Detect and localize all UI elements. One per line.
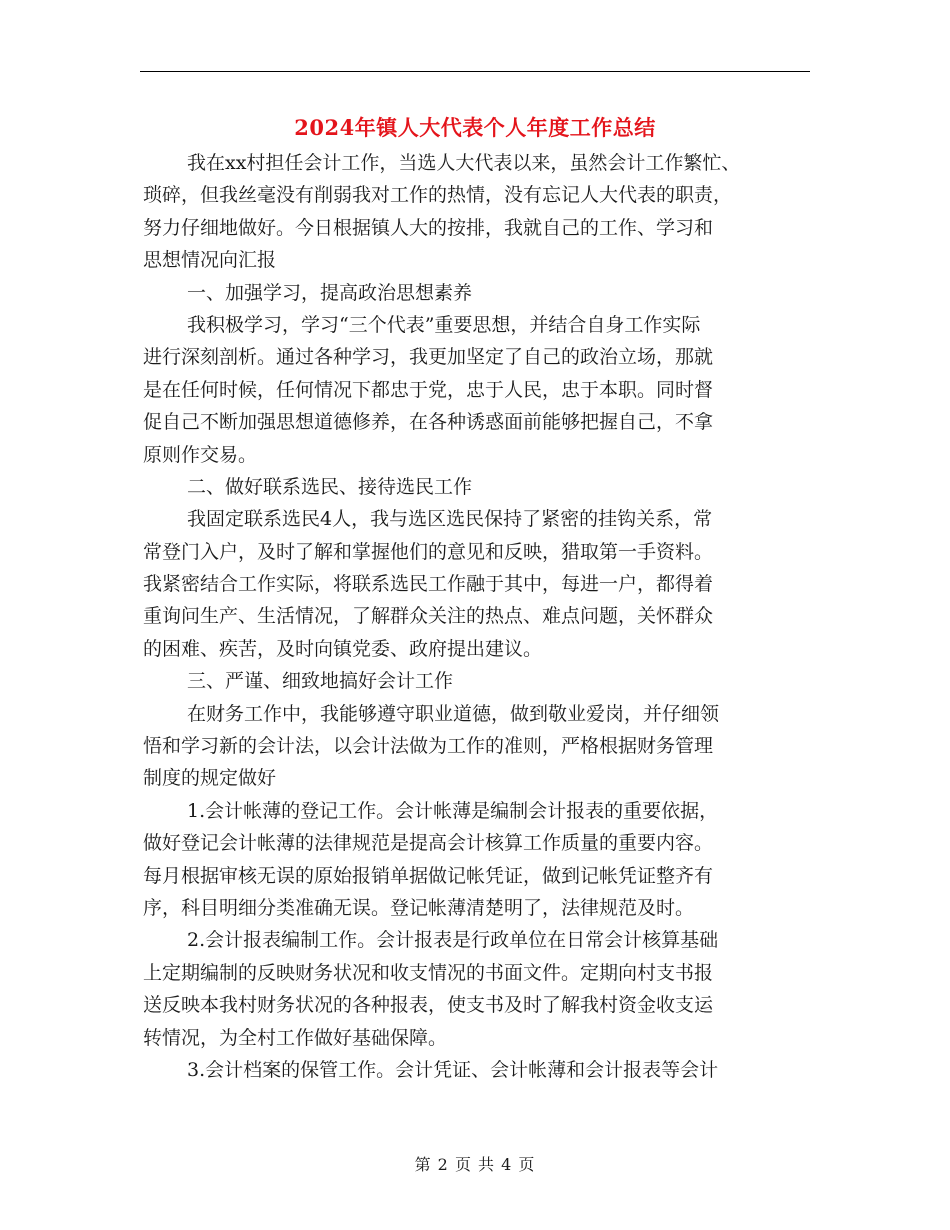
section-heading: 三、严谨、细致地搞好会计工作: [187, 670, 454, 693]
document-body: [143, 147, 810, 1086]
section-heading: 一、加强学习，提高政治思想素养: [187, 281, 473, 304]
body-line: 进行深刻剖析。通过各种学习，我更加坚定了自己的政治立场，那就: [143, 346, 714, 369]
body-line: 在财务工作中，我能够遵守职业道德，做到敬业爱岗，并仔细领: [187, 702, 720, 725]
body-line: 重询问生产、生活情况，了解群众关注的热点、难点问题，关怀群众: [143, 605, 714, 628]
body-line: 常登门入户，及时了解和掌握他们的意见和反映，猎取第一手资料。: [143, 540, 714, 563]
body-line: 的困难、疾苦，及时向镇党委、政府提出建议。: [143, 637, 543, 660]
body-line: 促自己不断加强思想道德修养，在各种诱惑面前能够把握自己，不拿: [143, 411, 714, 434]
body-line: 我固定联系选民4人，我与选区选民保持了紧密的挂钩关系，常: [187, 508, 713, 531]
body-line: 思想情况向汇报: [143, 249, 277, 272]
body-line: 是在任何时候，任何情况下都忠于党，忠于人民，忠于本职。同时督: [143, 378, 714, 401]
list-item-line: 2.会计报表编制工作。会计报表是行政单位在日常会计核算基础: [187, 929, 719, 952]
section-heading: 二、做好联系选民、接待选民工作: [187, 475, 473, 498]
body-line: 上定期编制的反映财务状况和收支情况的书面文件。定期向村支书报: [143, 961, 714, 984]
body-line: 原则作交易。: [143, 443, 258, 466]
list-item-line: 3.会计档案的保管工作。会计凭证、会计帐薄和会计报表等会计: [187, 1058, 719, 1081]
body-line: 做好登记会计帐薄的法律规范是提高会计核算工作质量的重要内容。: [143, 832, 714, 855]
page-number: 第 2 页 共 4 页: [414, 1155, 536, 1174]
body-line: 琐碎，但我丝毫没有削弱我对工作的热情，没有忘记人大代表的职责，: [143, 184, 733, 207]
document-title: 2024年镇人大代表个人年度工作总结: [294, 115, 656, 140]
body-line: 转情况，为全村工作做好基础保障。: [143, 1026, 448, 1049]
body-line: 序，科目明细分类准确无误。登记帐薄清楚明了，法律规范及时。: [143, 896, 695, 919]
body-line: 制度的规定做好: [143, 767, 277, 790]
body-line: 我紧密结合工作实际，将联系选民工作融于其中，每进一户，都得着: [143, 573, 714, 596]
body-line: 悟和学习新的会计法，以会计法做为工作的准则，严格根据财务管理: [143, 735, 714, 758]
body-line: 送反映本我村财务状况的各种报表，使支书及时了解我村资金收支运: [143, 994, 714, 1017]
header-rule: [140, 71, 810, 72]
body-line: 我积极学习，学习“三个代表”重要思想，并结合自身工作实际: [187, 313, 701, 336]
body-line: 我在xx村担任会计工作，当选人大代表以来，虽然会计工作繁忙、: [187, 152, 741, 174]
body-line: 努力仔细地做好。今日根据镇人大的按排，我就自己的工作、学习和: [143, 216, 714, 239]
list-item-line: 1.会计帐薄的登记工作。会计帐薄是编制会计报表的重要依据，: [187, 799, 719, 822]
body-line: 每月根据审核无误的原始报销单据做记帐凭证，做到记帐凭证整齐有: [143, 864, 714, 887]
